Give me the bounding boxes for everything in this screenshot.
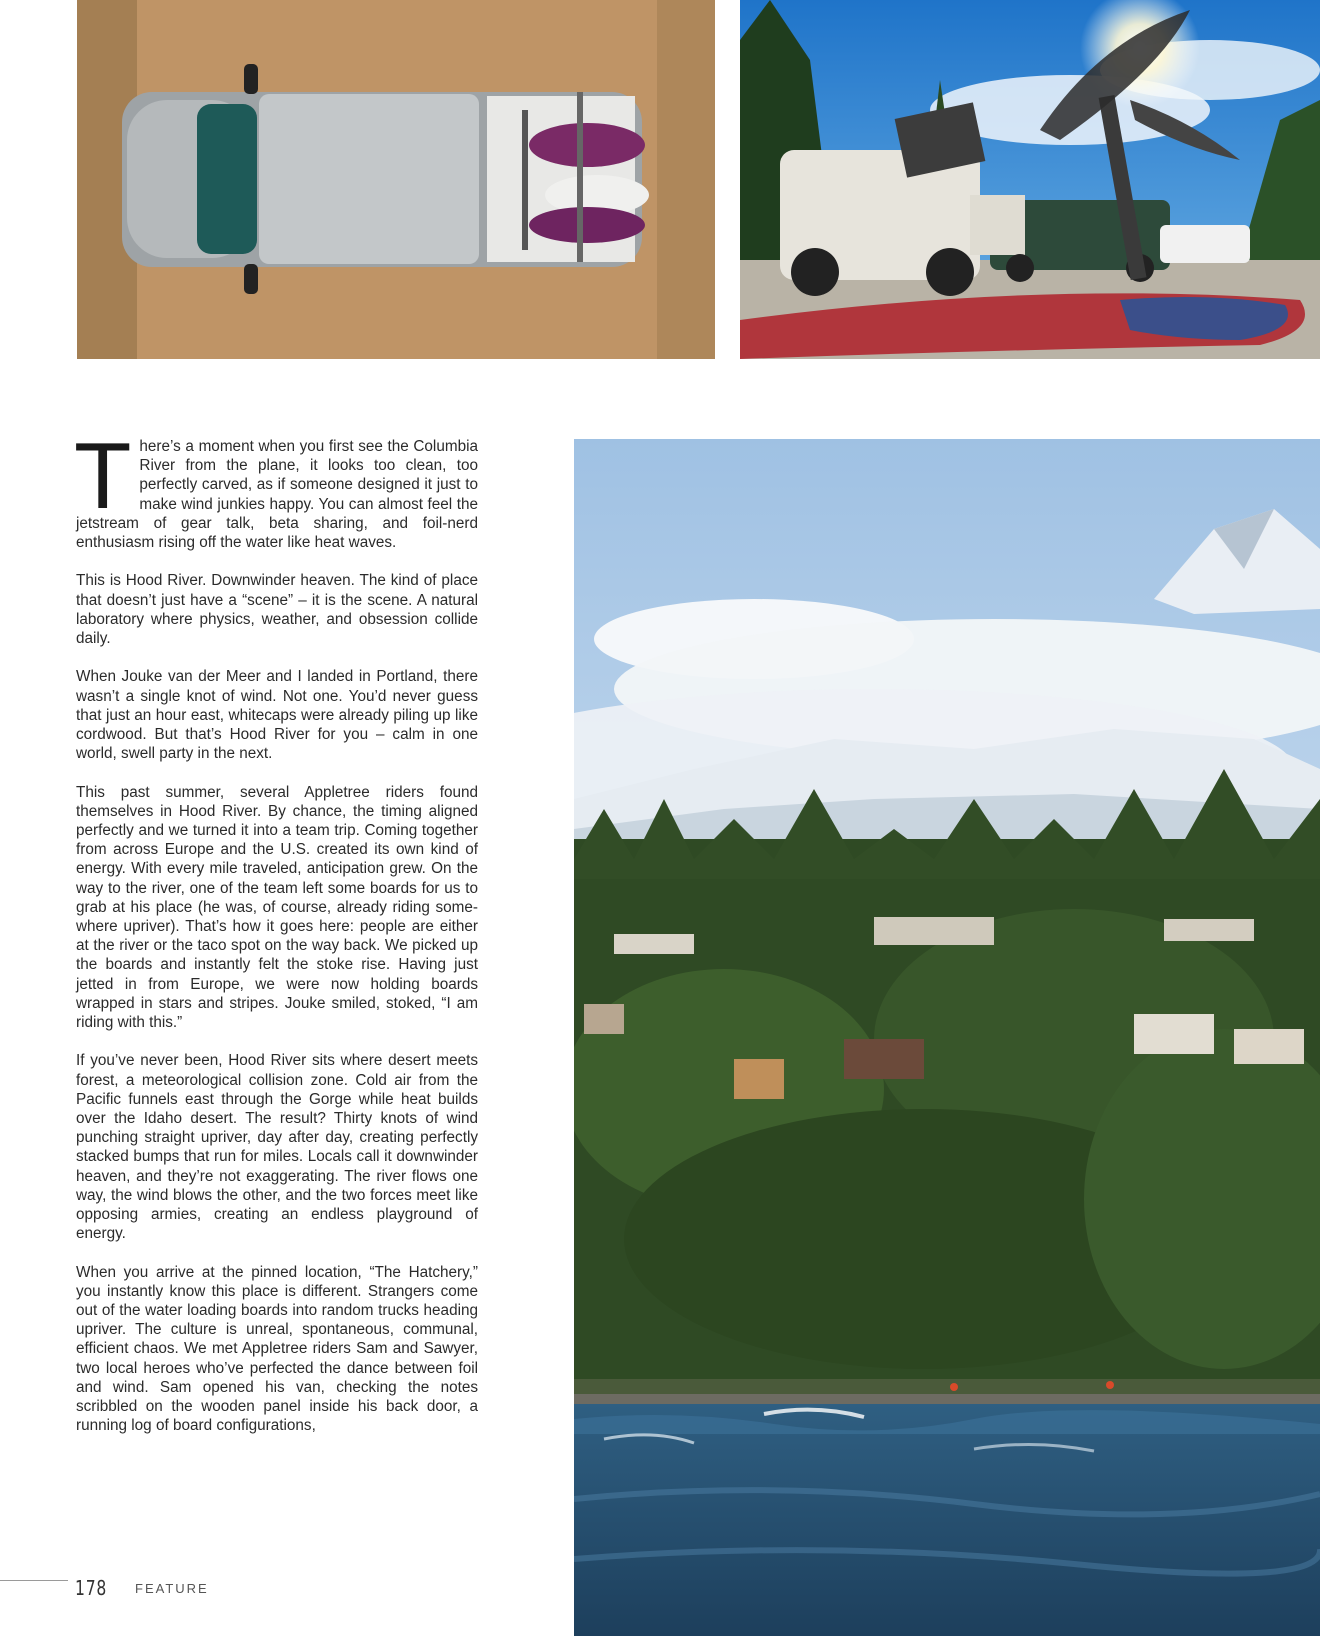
jeep-foil-photo bbox=[740, 0, 1320, 359]
article-paragraph-6: When you arrive at the pinned location, “The Hatchery,” you instantly know this place is different. Strangers come out of the water loading boards into random trucks heading upriver. The culture is unreal, spontaneous, communal, efficient chaos. We met Appletree riders Sam and Sawyer, two local heroes who’ve perfected the dance between foil and wind. Sam opened his van, checking the notes scribbled on the wooden panel inside his back door, a running log of board configurations, bbox=[76, 1263, 478, 1435]
article-paragraph-1 bbox=[74, 423, 478, 552]
article-body bbox=[74, 423, 478, 1455]
aerial-truck-photo bbox=[77, 0, 715, 359]
article-paragraph-2: This is Hood River. Downwinder heaven. The kind of place that doesn’t just have a “scene” – it is the scene. A natural laboratory where physics, weather, and obsession collide daily. bbox=[76, 572, 478, 648]
section-label: FEATURE bbox=[135, 1581, 209, 1596]
article-paragraph-5: If you’ve never been, Hood River sits where desert meets forest, a meteorological collision zone. Cold air from the Pacific funnels east through the Gorge while heat builds over the Idaho desert. The result? Thirty knots of wind punching straight upriver, day after day, creating perfectly stacked bumps that run for miles. Locals call it downwinder heaven, and they’re not exaggerating. The river flows one way, the wind blows the other, and the two forces meet like opposing armies, creating an endless playground of energy. bbox=[76, 1052, 478, 1243]
article-paragraph-3: When Jouke van der Meer and I landed in Portland, there wasn’t a single knot of wind. Not one. You’d never guess that just an hour east, whitecaps were already piling up like cordwood. But that’s Hood River for you – calm in one world, swell party in the next. bbox=[76, 668, 478, 763]
footer-rule bbox=[0, 1580, 68, 1581]
drop-cap: T bbox=[74, 423, 132, 528]
page-number: 178 bbox=[75, 1576, 108, 1600]
article-paragraph-4: This past summer, several Appletree riders found themselves in Hood River. By chance, the timing aligned perfectly and we turned it into a team trip. Coming together from across Europe and the U.S. created its own kind of energy. With every mile traveled, anticipation grew. On the way to the river, one of the team left some boards for us to grab at his place (he was, of course, already riding somewhere upriver). That’s how it goes here: people are either at the river or the taco spot on the way back. We picked up the boards and instantly felt the stoke rise. Having just jetted in from Europe, we were now holding boards wrapped in stars and stripes. Jouke smiled, stoked, “I am riding with this.” bbox=[76, 783, 478, 1032]
hood-river-landscape-photo bbox=[574, 439, 1320, 1636]
paragraph-1-text: here’s a moment when you first see the Columbia River from the plane, it looks too clean, too perfectly carved, as if someone designed it just to make wind junkies happy. You can almost feel the jetstream of gear talk, beta sharing, and foil-nerd enthusiasm rising off the water like heat waves. bbox=[76, 438, 478, 552]
